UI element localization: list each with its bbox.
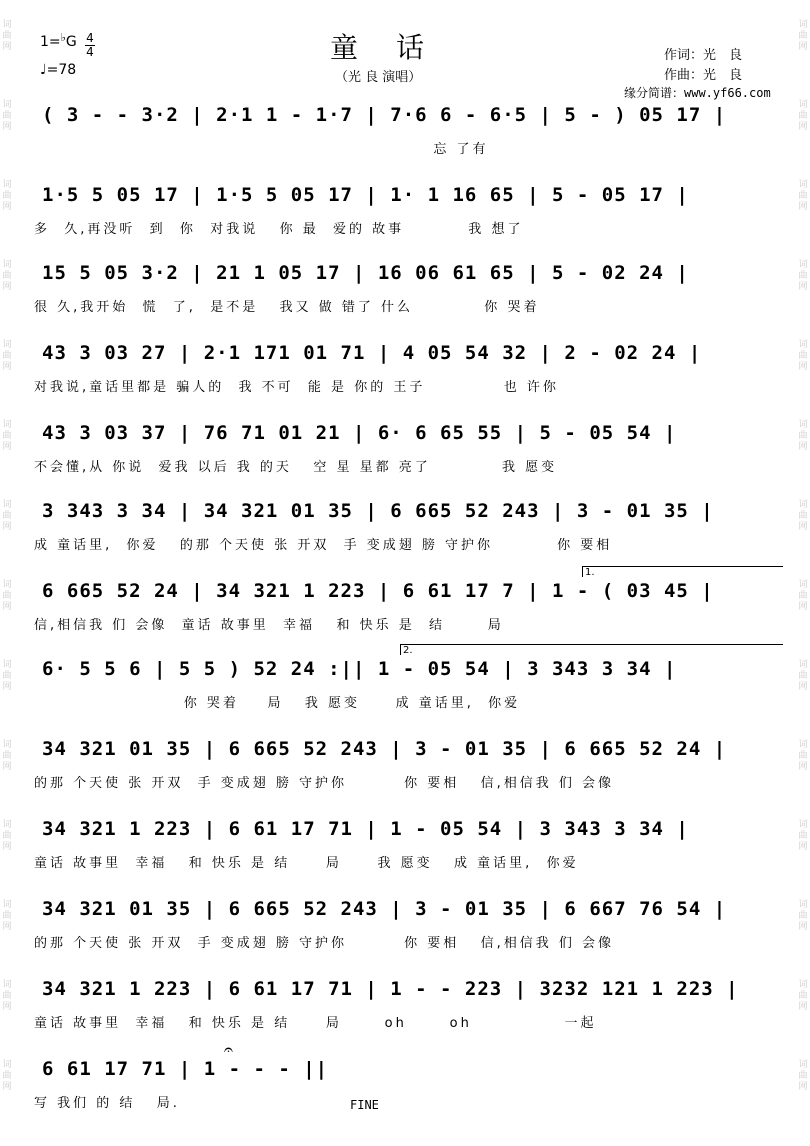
notation-line: 6 665 52 24 | 34 321 1 223 | 6 61 17 7 | 1 - ( 03 45 | (42, 580, 714, 602)
score-system (34, 418, 780, 498)
watermark-text: 词 曲 网 (798, 740, 808, 772)
watermark-text: 词 曲 网 (2, 180, 12, 212)
score-system (34, 258, 780, 338)
notation-line: 3 343 3 34 | 34 321 01 35 | 6 665 52 243 | 3 - 01 35 | (42, 500, 714, 522)
time-top: 4 (86, 31, 94, 45)
watermark-text: 词 曲 网 (798, 100, 808, 132)
notation-line: 34 321 01 35 | 6 665 52 243 | 3 - 01 35 | 6 667 76 54 | (42, 898, 727, 920)
watermark-text: 词 曲 网 (2, 260, 12, 292)
watermark-text: 词 曲 网 (798, 820, 808, 852)
tempo-value: =78 (46, 62, 77, 78)
score-system (34, 814, 780, 894)
watermark-text: 词 曲 网 (798, 260, 808, 292)
watermark-text: 词 曲 网 (798, 180, 808, 212)
composer-credit: 作曲：光 良 (664, 68, 743, 83)
key-label: 1= (40, 34, 61, 50)
watermark-text: 词 曲 网 (2, 340, 12, 372)
notation-line: 43 3 03 27 | 2·1 171 01 71 | 4 05 54 32 | 2 - 02 24 | (42, 342, 702, 364)
watermark-text: 词 曲 网 (798, 20, 808, 52)
watermark-text: 词 曲 网 (798, 500, 808, 532)
key-signature (40, 31, 77, 50)
notation-line: 15 5 05 3·2 | 21 1 05 17 | 16 06 61 65 | 5 - 02 24 | (42, 262, 689, 284)
score-system (34, 496, 780, 576)
watermark-text: 词 曲 网 (2, 100, 12, 132)
lyrics-line: 对我说,童话里都是 骗人的 我 不可 能 是 你的 王子 也 许你 (34, 380, 559, 395)
tempo-marking (40, 62, 76, 78)
watermark-text: 词 曲 网 (2, 580, 12, 612)
fermata-icon: 𝄐 (224, 1040, 233, 1059)
notation-line: 6 61 17 71 | 1 - - - || (42, 1058, 329, 1080)
performer-subtitle: （光 良 演唱） (335, 70, 422, 85)
score-system (34, 654, 780, 734)
score-system (34, 338, 780, 418)
lyricist-credit: 作词：光 良 (664, 48, 743, 63)
score-system (34, 1040, 780, 1134)
score-system (34, 974, 780, 1054)
lyrics-line: 写 我们 的 结 局. (34, 1096, 180, 1111)
lyrics-line: 很 久,我开始 慌 了, 是不是 我又 做 错了 什么 你 哭着 (34, 300, 540, 315)
lyrics-line: 的那 个天使 张 开双 手 变成翅 膀 守护你 你 要相 信,相信我 们 会像 (34, 776, 615, 791)
lyrics-line: 不会懂,从 你说 爱我 以后 我 的天 空 星 星都 亮了 我 愿变 (34, 460, 558, 475)
lyrics-line: 的那 个天使 张 开双 手 变成翅 膀 守护你 你 要相 信,相信我 们 会像 (34, 936, 615, 951)
key-note: G (65, 34, 77, 50)
watermark-text: 词 曲 网 (798, 660, 808, 692)
score-system (34, 180, 780, 260)
notation-line: 34 321 1 223 | 6 61 17 71 | 1 - 05 54 | 3 343 3 34 | (42, 818, 689, 840)
song-title: 童话 (330, 31, 463, 64)
notation-line: 43 3 03 37 | 76 71 01 21 | 6· 6 65 55 | 5 - 05 54 | (42, 422, 677, 444)
watermark-text: 词 曲 网 (2, 20, 12, 52)
watermark-text: 词 曲 网 (2, 420, 12, 452)
watermark-text: 词 曲 网 (798, 420, 808, 452)
lyrics-line: 童话 故事里 幸福 和 快乐 是 结 局 我 愿变 成 童话里, 你爱 (34, 856, 579, 871)
watermark-text: 词 曲 网 (798, 340, 808, 372)
watermark-text: 词 曲 网 (2, 660, 12, 692)
notation-line: 34 321 01 35 | 6 665 52 243 | 3 - 01 35 | 6 665 52 24 | (42, 738, 727, 760)
lyrics-line: 忘 了有 (34, 142, 489, 157)
notation-line: 6· 5 5 6 | 5 5 ) 52 24 :|| 1 - 05 54 | 3 343 3 34 | (42, 658, 677, 680)
notation-line: 34 321 1 223 | 6 61 17 71 | 1 - - 223 | 3232 121 1 223 | (42, 978, 739, 1000)
score-system (34, 734, 780, 814)
notation-line: ( 3 - - 3·2 | 2·1 1 - 1·7 | 7·6 6 - 6·5 | 5 - ) 05 17 | (42, 104, 727, 126)
watermark-text: 词 曲 网 (2, 500, 12, 532)
notation-line: 1·5 5 05 17 | 1·5 5 05 17 | 1· 1 16 65 | 5 - 05 17 | (42, 184, 689, 206)
time-bottom: 4 (86, 45, 94, 59)
lyrics-line: 成 童话里, 你爱 的那 个天使 张 开双 手 变成翅 膀 守护你 你 要相 (34, 538, 613, 553)
lyrics-line: 多 久,再没听 到 你 对我说 你 最 爱的 故事 我 想了 (34, 222, 524, 237)
watermark-text: 词 曲 网 (2, 820, 12, 852)
score-system (34, 894, 780, 974)
score-system (34, 100, 780, 180)
fine-marking: FINE (350, 1098, 379, 1112)
right-watermark-strip (796, 0, 810, 1146)
watermark-text: 词 曲 网 (2, 980, 12, 1012)
lyrics-line: 童话 故事里 幸福 和 快乐 是 结 局 oh oh 一起 (34, 1016, 597, 1031)
source-credit: 缘分简谱：www.yf66.com (624, 86, 771, 100)
volta-bracket: 1. (582, 566, 783, 577)
flat-icon: ♭ (60, 31, 66, 44)
watermark-text: 词 曲 网 (2, 900, 12, 932)
watermark-text: 词 曲 网 (798, 900, 808, 932)
lyrics-line: 你 哭着 局 我 愿变 成 童话里, 你爱 (34, 696, 521, 711)
watermark-text: 词 曲 网 (798, 1060, 808, 1092)
watermark-text: 词 曲 网 (2, 740, 12, 772)
watermark-text: 词 曲 网 (2, 1060, 12, 1092)
quarter-note-icon: ♩ (40, 62, 47, 78)
time-signature (85, 32, 95, 59)
watermark-text: 词 曲 网 (798, 980, 808, 1012)
lyrics-line: 信,相信我 们 会像 童话 故事里 幸福 和 快乐 是 结 局 (34, 618, 504, 633)
watermark-text: 词 曲 网 (798, 580, 808, 612)
volta-bracket: 2. (400, 644, 783, 655)
left-watermark-strip (0, 0, 14, 1146)
